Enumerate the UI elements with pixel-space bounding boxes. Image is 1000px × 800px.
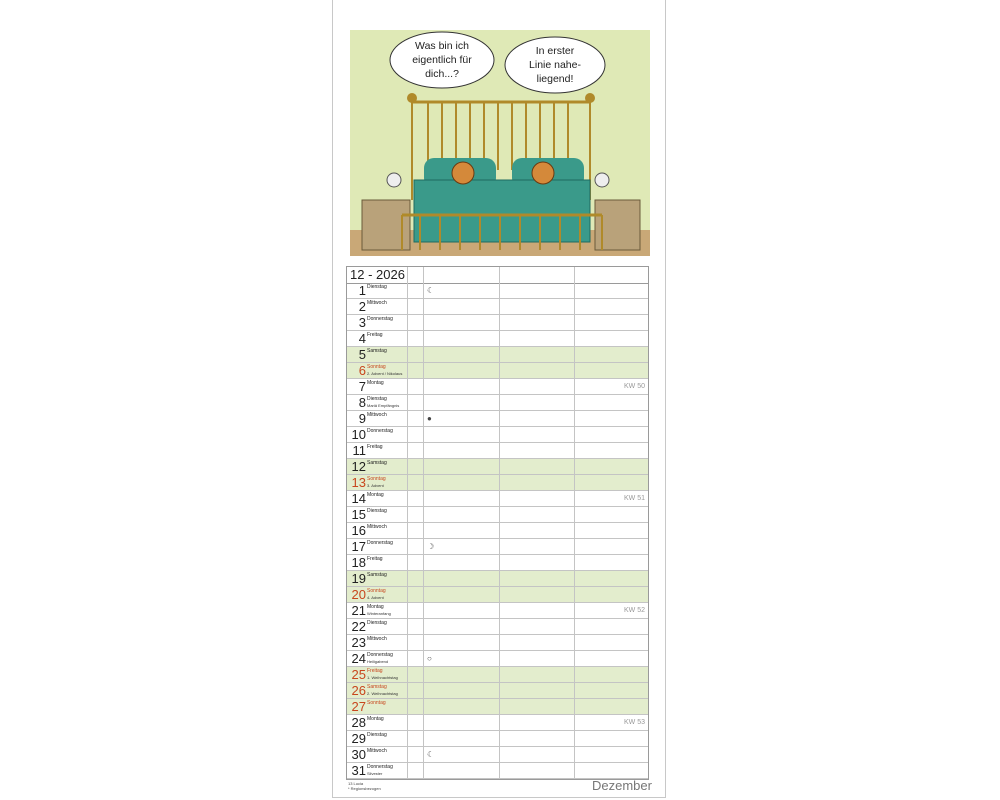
day-number: 2 xyxy=(358,299,366,314)
holiday-label: 4. Advent xyxy=(367,595,384,600)
day-row[interactable] xyxy=(347,571,648,587)
day-number: 11 xyxy=(352,443,366,458)
day-row[interactable] xyxy=(347,347,648,363)
monkey-left xyxy=(452,162,474,184)
weekday-name: Dienstag xyxy=(367,396,387,402)
day-number: 7 xyxy=(358,379,366,394)
day-number: 21 xyxy=(351,603,366,618)
weekday-name: Samstag xyxy=(367,684,387,690)
day-row[interactable] xyxy=(347,331,648,347)
day-number: 19 xyxy=(351,571,366,586)
day-row[interactable] xyxy=(347,763,648,779)
day-row[interactable] xyxy=(347,443,648,459)
weekday-name: Sonntag xyxy=(367,364,386,370)
day-number: 30 xyxy=(351,747,366,762)
weekday-name: Dienstag xyxy=(367,732,387,738)
day-row[interactable] xyxy=(347,475,648,491)
weekday-name: Freitag xyxy=(367,444,383,450)
lamp-left xyxy=(387,173,401,187)
day-number: 14 xyxy=(351,491,366,506)
day-number: 10 xyxy=(351,427,366,442)
day-number: 27 xyxy=(351,699,366,714)
post-knob-right xyxy=(585,93,595,103)
weekday-name: Mittwoch xyxy=(367,412,387,418)
day-row[interactable] xyxy=(347,731,648,747)
day-number: 5 xyxy=(358,347,366,362)
bubble-left-line-2: eigentlich für xyxy=(412,54,472,66)
calendar-week-label: KW 51 xyxy=(623,495,645,502)
moon-phase-icon: ○ xyxy=(427,654,432,663)
day-number: 3 xyxy=(358,315,366,330)
footer-note-line-2: * Regionsbezogen xyxy=(348,786,381,791)
day-number: 15 xyxy=(351,507,366,522)
day-number: 18 xyxy=(351,555,366,570)
holiday-label: 2. Advent / Nikolaus xyxy=(367,371,403,376)
day-number: 22 xyxy=(351,619,366,634)
day-row[interactable] xyxy=(347,667,648,683)
day-row[interactable] xyxy=(347,459,648,475)
day-number: 4 xyxy=(358,331,366,346)
weekday-name: Sonntag xyxy=(367,700,386,706)
weekday-name: Montag xyxy=(367,380,384,386)
day-row[interactable] xyxy=(347,315,648,331)
day-number: 1 xyxy=(358,283,366,298)
weekday-name: Donnerstag xyxy=(367,540,393,546)
day-number: 16 xyxy=(351,523,366,538)
weekday-name: Dienstag xyxy=(367,508,387,514)
weekday-name: Samstag xyxy=(367,572,387,578)
holiday-label: 3. Advent xyxy=(367,483,384,488)
day-number: 24 xyxy=(351,651,366,666)
post-knob-left xyxy=(407,93,417,103)
day-row[interactable] xyxy=(347,587,648,603)
moon-phase-icon: ☾ xyxy=(427,750,435,759)
day-row[interactable] xyxy=(347,555,648,571)
day-number: 28 xyxy=(351,715,366,730)
day-row[interactable] xyxy=(347,747,648,763)
day-row[interactable] xyxy=(347,635,648,651)
day-row[interactable] xyxy=(347,299,648,315)
column-divider-3 xyxy=(499,267,500,779)
holiday-label: 1. Weihnachtstag xyxy=(367,675,398,680)
day-row[interactable] xyxy=(347,411,648,427)
column-divider-2 xyxy=(423,267,424,779)
day-number: 20 xyxy=(351,587,366,602)
holiday-label: 2. Weihnachtstag xyxy=(367,691,398,696)
footer-note xyxy=(348,781,381,791)
day-row[interactable] xyxy=(347,507,648,523)
day-number: 26 xyxy=(351,683,366,698)
day-row[interactable] xyxy=(347,683,648,699)
moon-phase-icon: ● xyxy=(427,414,432,423)
day-row[interactable] xyxy=(347,379,648,395)
month-name: Dezember xyxy=(592,778,652,793)
bubble-right-line-3: liegend! xyxy=(536,73,574,85)
moon-phase-icon: ☾ xyxy=(427,286,435,295)
day-number: 8 xyxy=(358,395,366,410)
day-row[interactable] xyxy=(347,619,648,635)
lamp-right xyxy=(595,173,609,187)
day-number: 29 xyxy=(351,731,366,746)
day-number: 25 xyxy=(351,667,366,682)
day-number: 6 xyxy=(358,363,366,378)
day-row[interactable] xyxy=(347,283,648,299)
weekday-name: Donnerstag xyxy=(367,652,393,658)
day-number: 31 xyxy=(351,763,366,778)
day-number: 9 xyxy=(358,411,366,426)
weekday-name: Mittwoch xyxy=(367,300,387,306)
moon-phase-icon: ☽ xyxy=(427,542,435,551)
weekday-name: Sonntag xyxy=(367,476,386,482)
day-row[interactable] xyxy=(347,539,648,555)
day-number: 12 xyxy=(351,459,366,474)
holiday-label: Heiligabend xyxy=(367,659,389,664)
weekday-name: Freitag xyxy=(367,332,383,338)
weekday-name: Sonntag xyxy=(367,588,386,594)
weekday-name: Montag xyxy=(367,604,384,610)
day-row[interactable] xyxy=(347,651,648,667)
weekday-name: Samstag xyxy=(367,348,387,354)
calendar-header xyxy=(347,267,648,284)
column-divider-4 xyxy=(574,267,575,779)
column-divider-1 xyxy=(407,267,408,779)
day-row[interactable] xyxy=(347,395,648,411)
day-row[interactable] xyxy=(347,715,648,731)
weekday-name: Donnerstag xyxy=(367,428,393,434)
bubble-right-line-1: In erster xyxy=(535,45,575,57)
weekday-name: Freitag xyxy=(367,556,383,562)
cartoon-illustration xyxy=(350,30,650,256)
weekday-name: Freitag xyxy=(367,668,383,674)
bubble-right-line-2: Linie nahe- xyxy=(529,59,581,71)
calendar-grid xyxy=(346,266,649,780)
holiday-label: Mariä Empfängnis xyxy=(367,403,400,408)
calendar-week-label: KW 50 xyxy=(623,383,645,390)
day-row[interactable] xyxy=(347,363,648,379)
day-row[interactable] xyxy=(347,427,648,443)
weekday-name: Donnerstag xyxy=(367,764,393,770)
day-row[interactable] xyxy=(347,699,648,715)
weekday-name: Dienstag xyxy=(367,620,387,626)
day-number: 13 xyxy=(351,475,366,490)
weekday-name: Mittwoch xyxy=(367,524,387,530)
weekday-name: Montag xyxy=(367,716,384,722)
holiday-label: Silvester xyxy=(367,771,383,776)
bubble-left-line-3: dich...? xyxy=(425,68,459,80)
month-year-title: 12 - 2026 xyxy=(350,267,405,282)
day-number: 17 xyxy=(351,539,366,554)
holiday-label: Winteranfang xyxy=(367,611,391,616)
weekday-name: Donnerstag xyxy=(367,316,393,322)
day-row[interactable] xyxy=(347,491,648,507)
weekday-name: Montag xyxy=(367,492,384,498)
footer-note-line-1: 13 Lucia xyxy=(348,781,364,786)
monkey-right xyxy=(532,162,554,184)
day-row[interactable] xyxy=(347,523,648,539)
day-row[interactable] xyxy=(347,603,648,619)
weekday-name: Mittwoch xyxy=(367,636,387,642)
calendar-week-label: KW 53 xyxy=(623,719,645,726)
bubble-left-line-1: Was bin ich xyxy=(415,40,469,52)
weekday-name: Dienstag xyxy=(367,284,387,290)
weekday-name: Samstag xyxy=(367,460,387,466)
day-number: 23 xyxy=(351,635,366,650)
weekday-name: Mittwoch xyxy=(367,748,387,754)
calendar-week-label: KW 52 xyxy=(623,607,645,614)
